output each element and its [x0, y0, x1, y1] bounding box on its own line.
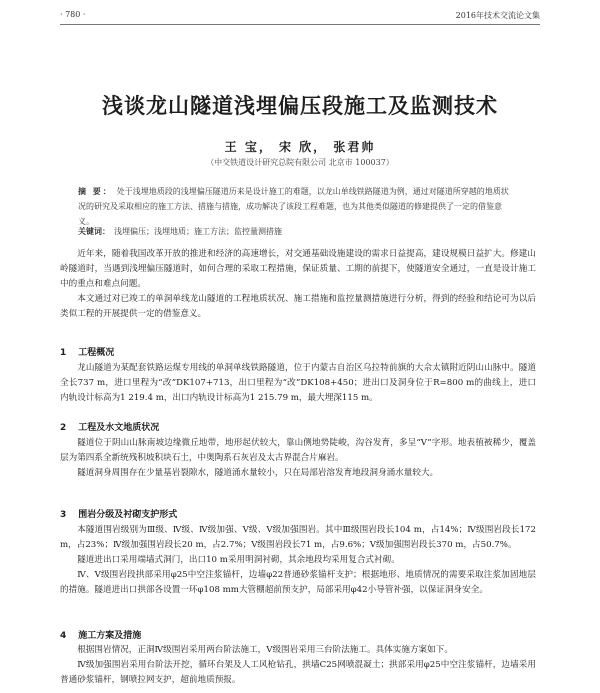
paragraph: 本文通过对已竣工的单洞单线龙山隧道的工程地质状况、施工措施和监控量测措施进行分析，得到的经验和结论可为以后类似工程的开展提供一定的借鉴意义。: [60, 294, 536, 319]
paragraph: 根据围岩情况，正洞Ⅳ级围岩采用两台阶法施工，Ⅴ级围岩采用三台阶法施工。具体实施方案如下。: [77, 645, 453, 655]
author-affiliation: （中交铁道设计研究总院有限公司 北京市 100037）: [206, 158, 394, 167]
keywords-text: 浅埋偏压；浅埋地质；施工方法；监控量测措施: [114, 227, 282, 236]
paper-authors: 王 宝， 宋 欣， 张君帅: [224, 140, 376, 154]
section-title: 围岩分级及衬砌支护形式: [78, 510, 178, 520]
keywords-label: 关键词：: [78, 226, 110, 236]
journal-name: 2016年技术交流论文集: [455, 11, 540, 20]
paragraph: 龙山隧道为某配套铁路运煤专用线的单洞单线铁路隧道，位于内蒙古自治区乌拉特前旗的大佘太镇附近阴山山脉中。隧道全长737 m，进口里程为“改”DK107+713，出口里程为“改”DK108+450；进出口及洞身位于R=800 m的曲线上，进口内轨设计标高为1 219.4 m，出口内轨设计标高为1 215.79 m，最大埋深115 m。: [60, 363, 536, 403]
page-number: · 780 ·: [60, 10, 86, 19]
paper-title: 浅谈龙山隧道浅埋偏压段施工及监测技术: [102, 94, 498, 118]
section-title: 施工方案及措施: [78, 631, 142, 641]
section-heading: [60, 420, 159, 433]
section-number: 4: [60, 631, 67, 641]
section-title: 工程及水文地质状况: [78, 423, 160, 433]
introduction: [60, 247, 536, 322]
keywords: [78, 226, 512, 237]
section-body: [60, 436, 536, 481]
abstract: [78, 184, 512, 229]
paragraph: Ⅳ级加强围岩采用台阶法开挖，循环台架及人工风枪钻孔，拱墙C25网喷混凝土；拱部采用φ25中空注浆锚杆，边墙采用普通砂浆锚杆，钢喷拉网支护，超前地质预报。: [60, 660, 536, 685]
paragraph: 本隧道围岩级别为Ⅲ级、Ⅳ级、Ⅳ级加强、Ⅴ级、Ⅴ级加强围岩。其中Ⅲ级围岩段长104 m，占14%；Ⅳ级围岩段长172 m，占23%；Ⅳ级加强围岩段长20 m，占2.7%；Ⅴ级围岩段长71 m，占9.6%；Ⅴ级加强围岩段长370 m，占50.7%。: [60, 525, 536, 550]
section-title: 工程概况: [78, 348, 115, 358]
paragraph: 隧道洞身周围存在少量基岩裂隙水，隧道涌水量较小，只在局部岩溶发育地段洞身涌水量较大。: [77, 468, 439, 478]
abstract-text: 处于浅埋地质段的浅埋偏压隧道历来是设计施工的难题，以龙山单线铁路隧道为例，通过对隧道所穿越的地质状况的研究及采取相应的施工方法、措施与措施，成功解决了该段工程难题，也为其他类似隧道的修建提供了一定的借鉴意义。: [78, 187, 509, 226]
section-body: [60, 361, 536, 406]
abstract-label: 摘 要：: [78, 186, 113, 196]
paragraph: 隧道位于阴山山脉南坡边缘微丘地带，地形起伏较大，靠山侧地势陡峻，沟谷发育，多呈“V”字形。地表植被稀少，覆盖层为第四系全新统残积坡积块石土，中奥陶系石灰岩及太古界混合片麻岩。: [60, 438, 536, 463]
section-number: 3: [60, 510, 67, 520]
section-number: 2: [60, 423, 67, 433]
section-number: 1: [60, 348, 67, 358]
section-body: [60, 523, 536, 598]
paragraph: Ⅳ、Ⅴ级围岩段拱部采用φ25中空注浆锚杆，边墙φ22普通砂浆锚杆支护；根据地形、地质情况的需要采取注浆加固地层的措施。隧道进出口拱部各设置一环φ108 mm大管棚超前预支护，局部采用φ42小导管补强，以保证洞身安全。: [60, 570, 536, 595]
running-header: [60, 8, 540, 25]
paragraph: 隧道进出口采用端墙式洞门，出口10 m采用明洞衬砌，其余地段均采用复合式衬砌。: [77, 555, 400, 565]
paragraph: 近年来，随着我国改革开放的推进和经济的高速增长，对交通基础设施建设的需求日益提高，建设规模日益扩大。修建山岭隧道时，当遇到浅埋偏压隧道时，如何合理的采取工程措施，保证质量、工期的前提下，使隧道安全通过，一直是设计施工中的重点和难点问题。: [60, 249, 536, 289]
section-heading: [60, 345, 114, 358]
section-body: [60, 643, 536, 688]
section-heading: [60, 507, 177, 520]
section-heading: [60, 628, 141, 641]
